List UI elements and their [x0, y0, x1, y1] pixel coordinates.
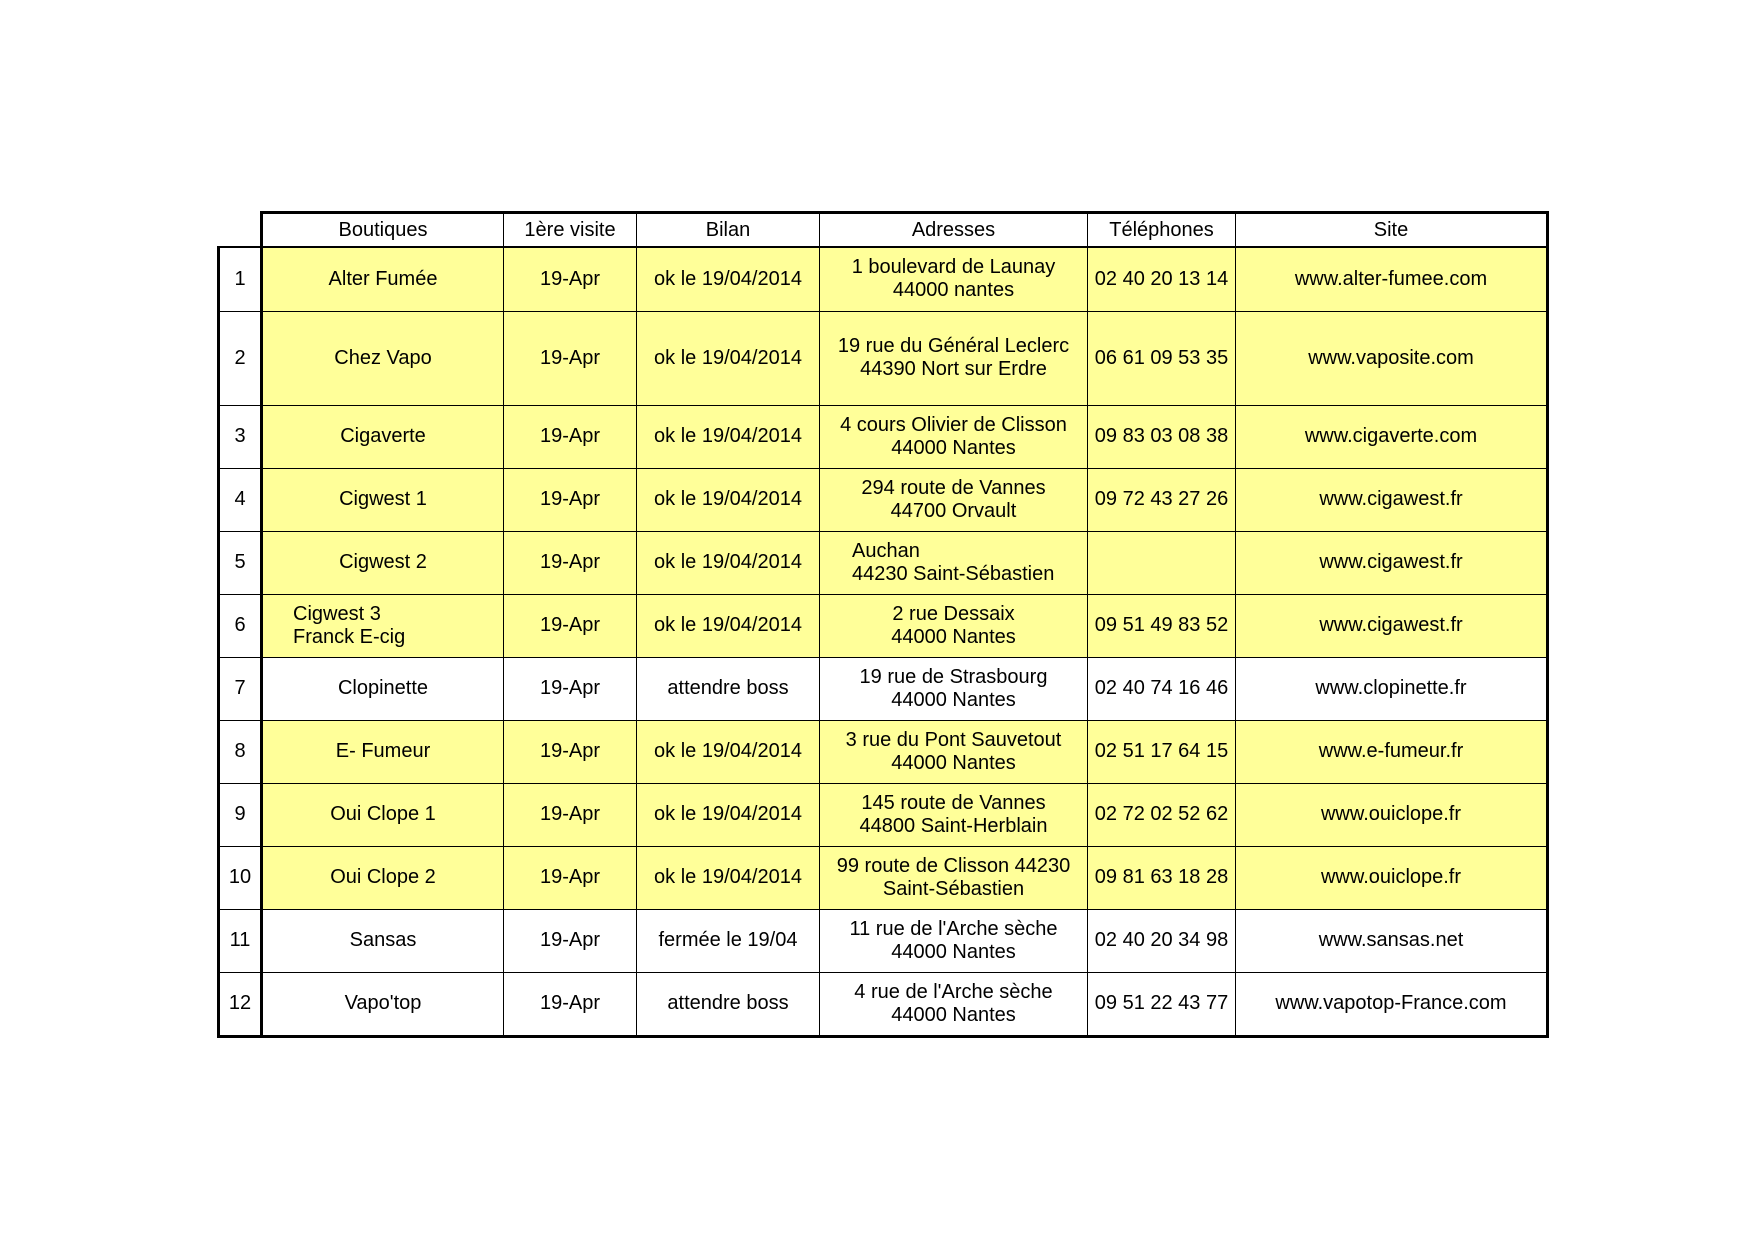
cell-bilan: ok le 19/04/2014: [637, 594, 820, 657]
cell-line: 44000 Nantes: [891, 1003, 1016, 1026]
cell-bilan: fermée le 19/04: [637, 909, 820, 972]
table-row: [219, 783, 1548, 846]
cell-line: Sansas: [349, 929, 417, 951]
cell-premiere-visite: 19-Apr: [504, 846, 637, 909]
cell-line: Clopinette: [337, 677, 429, 699]
cell-line: 99 route de Clisson 44230: [836, 854, 1071, 877]
cell-line: 44700 Orvault: [890, 499, 1017, 522]
cell-bilan: ok le 19/04/2014: [637, 468, 820, 531]
cell-line: 44000 Nantes: [891, 751, 1016, 774]
cell-premiere-visite: 19-Apr: [504, 594, 637, 657]
cell-adresse: [820, 720, 1088, 783]
header-corner: [219, 213, 262, 248]
cell-site: www.cigawest.fr: [1236, 468, 1548, 531]
table-row: [219, 468, 1548, 531]
table-row: [219, 311, 1548, 405]
row-number: 11: [219, 909, 262, 972]
cell-bilan: attendre boss: [637, 657, 820, 720]
row-number: 8: [219, 720, 262, 783]
cell-adresse: [820, 468, 1088, 531]
cell-line: 19 rue de Strasbourg: [859, 665, 1048, 688]
cell-telephone: 09 51 22 43 77: [1088, 972, 1236, 1036]
header-adresses: Adresses: [820, 213, 1088, 248]
header-premiere-visite: 1ère visite: [504, 213, 637, 248]
table-row: [219, 247, 1548, 311]
cell-boutique: [262, 972, 504, 1036]
cell-line: 294 route de Vannes: [861, 476, 1046, 499]
cell-telephone: 02 40 20 13 14: [1088, 247, 1236, 311]
cell-line: Vapo'top: [344, 992, 422, 1014]
header-telephones: Téléphones: [1088, 213, 1236, 248]
cell-bilan: ok le 19/04/2014: [637, 720, 820, 783]
cell-site: www.cigaverte.com: [1236, 405, 1548, 468]
cell-line: 44800 Saint-Herblain: [859, 814, 1048, 837]
cell-adresse: [820, 531, 1088, 594]
cell-site: www.sansas.net: [1236, 909, 1548, 972]
cell-line: 44390 Nort sur Erdre: [860, 358, 1047, 380]
row-number: 5: [219, 531, 262, 594]
cell-line: 145 route de Vannes: [861, 791, 1046, 814]
cell-bilan: ok le 19/04/2014: [637, 531, 820, 594]
header-bilan: Bilan: [637, 213, 820, 248]
cell-telephone: 02 40 74 16 46: [1088, 657, 1236, 720]
boutiques-table: [217, 211, 1549, 1038]
cell-line: Franck E-cig: [293, 625, 406, 648]
cell-adresse: [820, 846, 1088, 909]
row-number: 12: [219, 972, 262, 1036]
cell-site: www.cigawest.fr: [1236, 594, 1548, 657]
cell-line: 1 boulevard de Launay: [851, 256, 1056, 279]
cell-boutique: [262, 657, 504, 720]
cell-site: www.cigawest.fr: [1236, 531, 1548, 594]
cell-line: 44000 Nantes: [891, 688, 1016, 711]
cell-boutique: [262, 783, 504, 846]
row-number: 3: [219, 405, 262, 468]
cell-bilan: attendre boss: [637, 972, 820, 1036]
header-row: [219, 213, 1548, 248]
cell-premiere-visite: 19-Apr: [504, 720, 637, 783]
cell-premiere-visite: 19-Apr: [504, 311, 637, 405]
cell-line: 44000 Nantes: [891, 940, 1016, 963]
cell-line: Alter Fumée: [328, 267, 438, 290]
cell-premiere-visite: 19-Apr: [504, 531, 637, 594]
cell-line: 44230 Saint-Sébastien: [852, 562, 1055, 585]
cell-boutique: [262, 594, 504, 657]
cell-adresse: [820, 405, 1088, 468]
cell-telephone: 06 61 09 53 35: [1088, 311, 1236, 405]
cell-site: www.vaposite.com: [1236, 311, 1548, 405]
table-row: [219, 846, 1548, 909]
cell-line: 2 rue Dessaix: [892, 602, 1015, 625]
cell-line: 11 rue de l'Arche sèche: [849, 917, 1058, 940]
cell-adresse: [820, 247, 1088, 311]
cell-telephone: 02 40 20 34 98: [1088, 909, 1236, 972]
cell-adresse: [820, 311, 1088, 405]
cell-bilan: ok le 19/04/2014: [637, 311, 820, 405]
cell-line: Cigwest 3: [293, 602, 381, 625]
cell-telephone: 09 51 49 83 52: [1088, 594, 1236, 657]
cell-line: Auchan: [852, 539, 920, 562]
cell-bilan: ok le 19/04/2014: [637, 247, 820, 311]
cell-adresse: [820, 783, 1088, 846]
cell-telephone: [1088, 531, 1236, 594]
cell-boutique: [262, 846, 504, 909]
cell-site: www.vapotop-France.com: [1236, 972, 1548, 1036]
table-row: [219, 909, 1548, 972]
cell-line: 19 rue du Général Leclerc: [837, 335, 1070, 357]
cell-boutique: [262, 247, 504, 311]
cell-adresse: [820, 909, 1088, 972]
cell-line: 3 rue du Pont Sauvetout: [845, 728, 1062, 751]
cell-boutique: [262, 405, 504, 468]
cell-boutique: [262, 531, 504, 594]
cell-bilan: ok le 19/04/2014: [637, 783, 820, 846]
row-number: 4: [219, 468, 262, 531]
cell-line: Chez Vapo: [334, 346, 432, 369]
cell-line: Cigaverte: [340, 425, 426, 447]
row-number: 9: [219, 783, 262, 846]
cell-site: www.alter-fumee.com: [1236, 247, 1548, 311]
cell-premiere-visite: 19-Apr: [504, 657, 637, 720]
table-row: [219, 720, 1548, 783]
table-body: [219, 247, 1548, 1036]
header-site: Site: [1236, 213, 1548, 248]
cell-line: 44000 Nantes: [891, 625, 1016, 648]
cell-boutique: [262, 720, 504, 783]
cell-line: 4 cours Olivier de Clisson: [840, 413, 1067, 436]
cell-line: 44000 Nantes: [891, 436, 1016, 459]
cell-bilan: ok le 19/04/2014: [637, 846, 820, 909]
cell-line: E- Fumeur: [335, 740, 431, 762]
cell-telephone: 02 51 17 64 15: [1088, 720, 1236, 783]
cell-site: www.ouiclope.fr: [1236, 846, 1548, 909]
cell-site: www.clopinette.fr: [1236, 657, 1548, 720]
table-row: [219, 972, 1548, 1036]
cell-premiere-visite: 19-Apr: [504, 247, 637, 311]
cell-adresse: [820, 594, 1088, 657]
table-row: [219, 657, 1548, 720]
cell-boutique: [262, 311, 504, 405]
cell-telephone: 09 72 43 27 26: [1088, 468, 1236, 531]
row-number: 1: [219, 247, 262, 311]
row-number: 2: [219, 311, 262, 405]
cell-line: Cigwest 2: [339, 551, 427, 573]
table-row: [219, 405, 1548, 468]
cell-telephone: 09 81 63 18 28: [1088, 846, 1236, 909]
cell-line: Saint-Sébastien: [882, 877, 1025, 900]
cell-premiere-visite: 19-Apr: [504, 909, 637, 972]
row-number: 10: [219, 846, 262, 909]
cell-telephone: 09 83 03 08 38: [1088, 405, 1236, 468]
cell-premiere-visite: 19-Apr: [504, 405, 637, 468]
cell-line: 44000 nantes: [892, 279, 1015, 302]
cell-premiere-visite: 19-Apr: [504, 972, 637, 1036]
cell-line: 4 rue de l'Arche sèche: [854, 980, 1053, 1003]
cell-site: www.ouiclope.fr: [1236, 783, 1548, 846]
header-boutiques: Boutiques: [262, 213, 504, 248]
cell-adresse: [820, 972, 1088, 1036]
cell-adresse: [820, 657, 1088, 720]
cell-boutique: [262, 468, 504, 531]
cell-boutique: [262, 909, 504, 972]
cell-premiere-visite: 19-Apr: [504, 783, 637, 846]
cell-line: Oui Clope 2: [330, 866, 436, 888]
table-row: [219, 531, 1548, 594]
row-number: 7: [219, 657, 262, 720]
cell-line: Cigwest 1: [339, 488, 427, 510]
cell-site: www.e-fumeur.fr: [1236, 720, 1548, 783]
cell-line: Oui Clope 1: [330, 803, 436, 825]
cell-premiere-visite: 19-Apr: [504, 468, 637, 531]
table-row: [219, 594, 1548, 657]
cell-bilan: ok le 19/04/2014: [637, 405, 820, 468]
cell-telephone: 02 72 02 52 62: [1088, 783, 1236, 846]
row-number: 6: [219, 594, 262, 657]
